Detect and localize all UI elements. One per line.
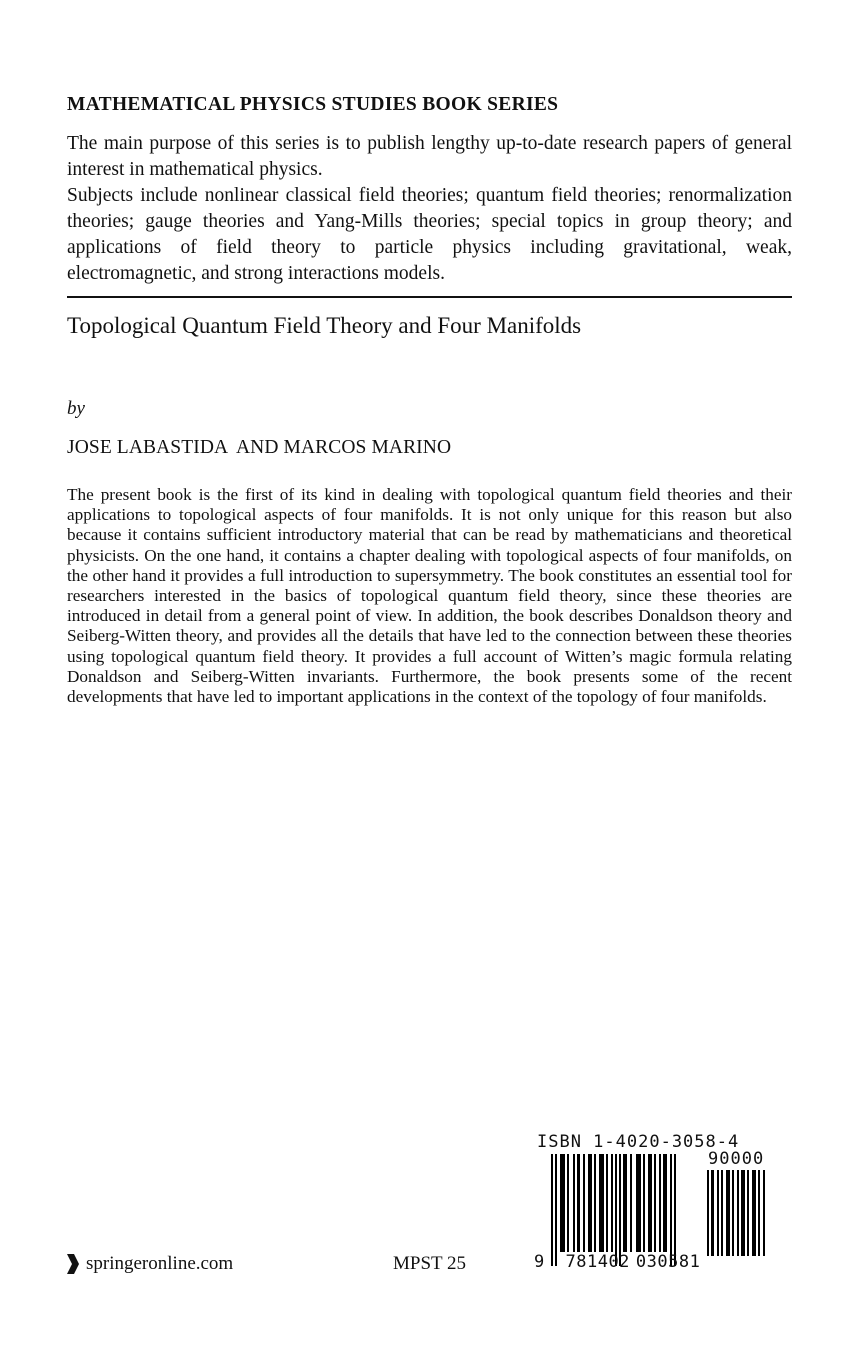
isbn-label: ISBN 1-4020-3058-4 — [537, 1132, 740, 1152]
ean-digits — [534, 1252, 700, 1272]
series-purpose: The main purpose of this series is to publish lengthy up-to-date research papers of general interest in mathematical physics. — [67, 133, 792, 180]
series-subjects: Subjects include nonlinear classical field theories; quantum field theories; renormalization theories; gauge theories and Yang-Mills theories; special topics in group theory; and applications of field theory to particle physics including gravitational, weak, electromagnetic, and strong interactions models. — [67, 185, 792, 284]
springer-link[interactable] — [66, 1253, 233, 1275]
series-code: MPST 25 — [393, 1253, 467, 1274]
by-line: by — [67, 398, 85, 419]
ean-right-group: 030581 — [635, 1252, 701, 1272]
horizontal-rule — [67, 296, 792, 298]
price-addon-code: 90000 — [708, 1149, 765, 1169]
authors: JOSE LABASTIDA AND MARCOS MARINO — [67, 437, 452, 458]
book-description: The present book is the first of its kind in dealing with topological quantum field theories and their applications to topological aspects of four manifolds. It is not only unique for this reason but also because it contains sufficient introductory material that can be read by mathematicians and theoretical physicists. On the one hand, it contains a chapter dealing with topological aspects of four manifolds, on the other hand it provides a full introduction to supersymmetry. The book constitutes an essential tool for researchers interested in the basics of topological quantum field theory, since these theories are introduced in detail from a general point of view. In addition, the book describes Donaldson theory and Seiberg-Witten theory, and provides all the details that have led to the connection between these theories using topological quantum field theory. It provides a full account of Witten’s magic formula relating Donaldson and Seiberg-Witten invariants. Furthermore, the book presents some of the recent developments that have led to important applications in the context of the topology of four manifolds. — [67, 485, 792, 707]
ean-barcode — [551, 1154, 676, 1266]
springer-link-text[interactable]: springeronline.com — [86, 1253, 234, 1274]
book-title: Topological Quantum Field Theory and Four Manifolds — [67, 313, 582, 338]
ean-first-digit: 9 — [534, 1252, 545, 1272]
chevron-right-icon — [66, 1253, 80, 1275]
addon-barcode — [707, 1170, 765, 1256]
series-description — [67, 131, 792, 287]
ean-left-group: 781402 — [565, 1252, 630, 1272]
series-heading: MATHEMATICAL PHYSICS STUDIES BOOK SERIES — [67, 94, 559, 115]
